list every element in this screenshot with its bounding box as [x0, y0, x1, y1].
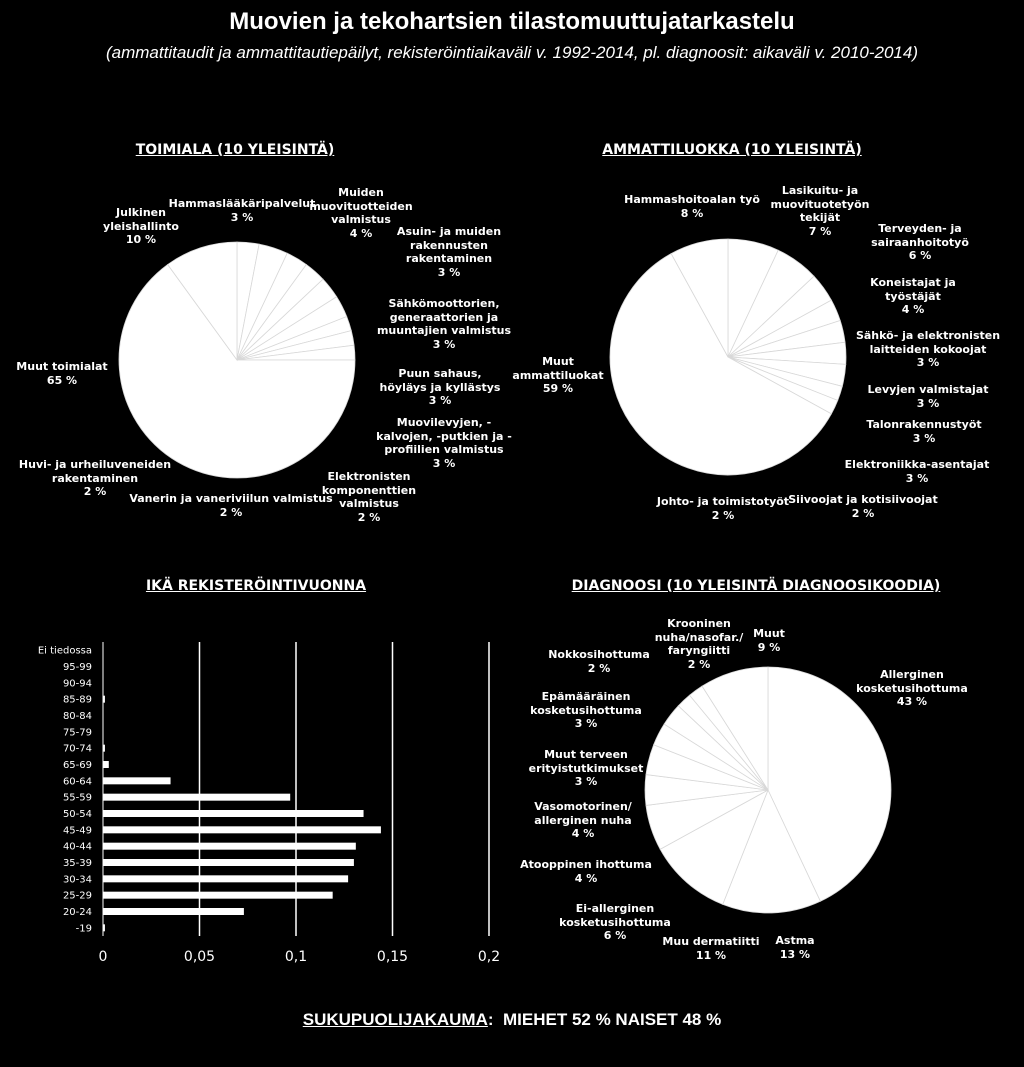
toimiala-value-5: 3 % — [432, 456, 456, 470]
diagnoosi-value-9: 2 % — [687, 657, 711, 671]
ammattiluokka-value-5: 3 % — [912, 431, 936, 445]
diagnoosi-label-6: Muut terveen erityistutkimukset 3 % — [528, 748, 644, 788]
toimiala-label-9: Muut toimialat 65 % — [16, 360, 108, 387]
diagnoosi-label-9: Krooninen nuha/nasofar./ faryngiitti 2 % — [654, 617, 744, 671]
ammattiluokka-value-0: 7 % — [808, 224, 832, 238]
main-subtitle: (ammattitaudit ja ammattitautiepäilyt, rekisteröintiaikaväli v. 1992-2014, pl. diagnoosit: aikaväli v. 2010-2014) — [105, 43, 918, 62]
ammattiluokka-label-2: Koneistajat ja työstäjät 4 % — [870, 276, 956, 316]
diagnoosi-value-8: 2 % — [587, 661, 611, 675]
ammattiluokka-value-7: 2 % — [851, 506, 875, 520]
bar-14 — [103, 696, 105, 703]
ammattiluokka-value-2: 4 % — [901, 303, 925, 316]
toimiala-value-2: 3 % — [437, 265, 461, 279]
bar-11 — [103, 745, 105, 752]
toimiala-label-6: Elektronisten komponenttien valmistus 2 % — [321, 470, 417, 524]
bar-category-5: 40-44 — [62, 841, 92, 853]
diagnoosi-label-3: Ei-allerginen kosketusihottuma 6 % — [559, 902, 671, 942]
toimiala-label-5: Muovilevyjen, - kalvojen, -putkien ja - profiilien valmistus 3 % — [376, 416, 512, 470]
diagnoosi-label-4: Atooppinen ihottuma 4 % — [520, 858, 652, 885]
diagnoosi-value-1: 13 % — [779, 947, 811, 961]
toimiala-value-6: 2 % — [357, 510, 381, 524]
ammattiluokka-value-6: 3 % — [905, 471, 929, 485]
bar-category-0: -19 — [75, 923, 92, 935]
toimiala-value-3: 3 % — [432, 337, 456, 351]
gender-distribution — [0, 1010, 1024, 1030]
bar-x-tick-3: 0,15 — [376, 949, 409, 965]
pie2-title: AMMATTILUOKKA (10 YLEISINTÄ) — [602, 142, 862, 158]
diagnoosi-value-7: 3 % — [574, 717, 598, 730]
ammattiluokka-label-6: Elektroniikka-asentajat 3 % — [844, 458, 990, 485]
toimiala-label-10: Julkinen yleishallinto 10 % — [103, 206, 179, 246]
gender-separator: : — [487, 1010, 494, 1029]
toimiala-value-4: 3 % — [428, 394, 452, 407]
bar-8 — [103, 794, 290, 801]
diagnoosi-label-2: Muu dermatiitti 11 % — [662, 935, 760, 962]
toimiala-label-7: Vanerin ja vaneriviilun valmistus 2 % — [129, 492, 333, 519]
diagnoosi-value-6: 3 % — [574, 775, 598, 788]
pie1-title: TOIMIALA (10 YLEISINTÄ) — [135, 142, 335, 158]
toimiala-label-1: Muiden muovituotteiden valmistus 4 % — [309, 186, 413, 240]
diagnoosi-label-8: Nokkosihottuma 2 % — [548, 648, 650, 675]
bar-category-7: 50-54 — [62, 809, 92, 820]
ammattiluokka-value-8: 2 % — [711, 508, 735, 522]
bar-7 — [103, 810, 364, 817]
bar-category-4: 35-39 — [62, 858, 92, 869]
bar-x-tick-0: 0 — [98, 949, 108, 965]
bar-category-17: Ei tiedossa — [37, 645, 92, 657]
ammattiluokka-label-3: Sähkö- ja elektronisten laitteiden kokoojat 3 % — [855, 329, 1001, 369]
ammattiluokka-label-10: Hammashoitoalan työ 8 % — [624, 193, 760, 220]
ammattiluokka-value-4: 3 % — [916, 396, 940, 410]
bar-1 — [103, 908, 244, 915]
ammattiluokka-value-1: 6 % — [908, 249, 932, 262]
ammattiluokka-label-5: Talonrakennustyöt 3 % — [866, 418, 982, 445]
diagnoosi-label-0: Allerginen kosketusihottuma 43 % — [856, 668, 968, 708]
bar-x-tick-2: 0,1 — [284, 949, 308, 965]
ammattiluokka-value-10: 8 % — [680, 206, 704, 220]
ammattiluokka-label-4: Levyjen valmistajat 3 % — [867, 383, 989, 410]
toimiala-label-0: Hammaslääkäripalvelut 3 % — [168, 197, 316, 224]
bar-x-tick-4: 0,2 — [477, 949, 501, 965]
toimiala-value-0: 3 % — [230, 210, 254, 224]
bar-0 — [103, 924, 105, 931]
diagnoosi-label-7: Epämääräinen kosketusihottuma 3 % — [530, 690, 642, 730]
bar-9 — [103, 777, 171, 784]
bar-x-tick-1: 0,05 — [183, 949, 216, 965]
ammattiluokka-label-7: Siivoojat ja kotisiivoojat 2 % — [788, 493, 938, 520]
bar-category-9: 60-64 — [62, 776, 92, 788]
bar-category-12: 75-79 — [62, 727, 92, 739]
ammattiluokka-label-8: Johto- ja toimistotyöt 2 % — [656, 495, 790, 522]
ammattiluokka-value-3: 3 % — [916, 356, 940, 369]
ammattiluokka-value-9: 59 % — [542, 382, 574, 395]
diagnoosi-label-1: Astma 13 % — [775, 934, 815, 961]
diagnoosi-value-2: 11 % — [695, 948, 727, 962]
diagnoosi-value-5: 4 % — [571, 827, 595, 840]
bar-category-8: 55-59 — [62, 792, 92, 804]
ammattiluokka-label-0: Lasikuitu- ja muovituotetyön tekijät 7 % — [770, 184, 870, 238]
toimiala-value-1: 4 % — [349, 226, 373, 240]
toimiala-value-10: 10 % — [125, 233, 157, 246]
toimiala-label-8: Huvi- ja urheiluveneiden rakentaminen 2 % — [18, 458, 172, 498]
bar-3 — [103, 875, 348, 882]
bar-4 — [103, 859, 354, 866]
diagnoosi-value-10: 9 % — [757, 640, 781, 654]
bar-category-3: 30-34 — [62, 874, 92, 886]
bar-category-6: 45-49 — [62, 825, 92, 837]
bar-category-14: 85-89 — [62, 694, 92, 706]
bar-category-15: 90-94 — [62, 678, 92, 690]
bar-category-1: 20-24 — [62, 907, 92, 918]
gender-values: MIEHET 52 % NAISET 48 % — [503, 1010, 722, 1029]
gender-label: SUKUPUOLIJAKAUMA — [302, 1010, 488, 1029]
bar-6 — [103, 826, 381, 833]
bar-5 — [103, 843, 356, 850]
ammattiluokka-label-9: Muut ammattiluokat 59 % — [512, 355, 604, 395]
bar-category-13: 80-84 — [62, 711, 92, 722]
bar-category-11: 70-74 — [62, 743, 92, 755]
diagnoosi-value-3: 6 % — [603, 929, 627, 942]
main-title: Muovien ja tekohartsien tilastomuuttujatarkastelu — [229, 8, 795, 35]
diagnoosi-label-10: Muut 9 % — [753, 627, 785, 654]
bar-2 — [103, 892, 333, 899]
ammattiluokka-label-1: Terveyden- ja sairaanhoitotyö 6 % — [871, 222, 969, 262]
pie3-title: DIAGNOOSI (10 YLEISINTÄ DIAGNOOSIKOODIA) — [571, 578, 941, 594]
bar-category-10: 65-69 — [62, 760, 92, 771]
toimiala-value-7: 2 % — [219, 505, 243, 519]
toimiala-label-4: Puun sahaus, höyläys ja kyllästys 3 % — [379, 367, 501, 407]
diagnoosi-value-4: 4 % — [574, 871, 598, 885]
toimiala-value-8: 2 % — [83, 485, 107, 498]
toimiala-label-3: Sähkömoottorien, generaattorien ja muuntajien valmistus 3 % — [376, 297, 512, 351]
toimiala-label-2: Asuin- ja muiden rakennusten rakentaminen 3 % — [396, 225, 502, 279]
toimiala-value-9: 65 % — [46, 373, 78, 387]
bar-10 — [103, 761, 109, 768]
diagnoosi-value-0: 43 % — [896, 695, 928, 708]
bar-category-16: 95-99 — [62, 662, 92, 673]
bar-chart-title: IKÄ REKISTERÖINTIVUONNA — [145, 578, 367, 594]
bar-category-2: 25-29 — [62, 890, 92, 902]
diagnoosi-label-5: Vasomotorinen/ allerginen nuha 4 % — [534, 800, 632, 840]
